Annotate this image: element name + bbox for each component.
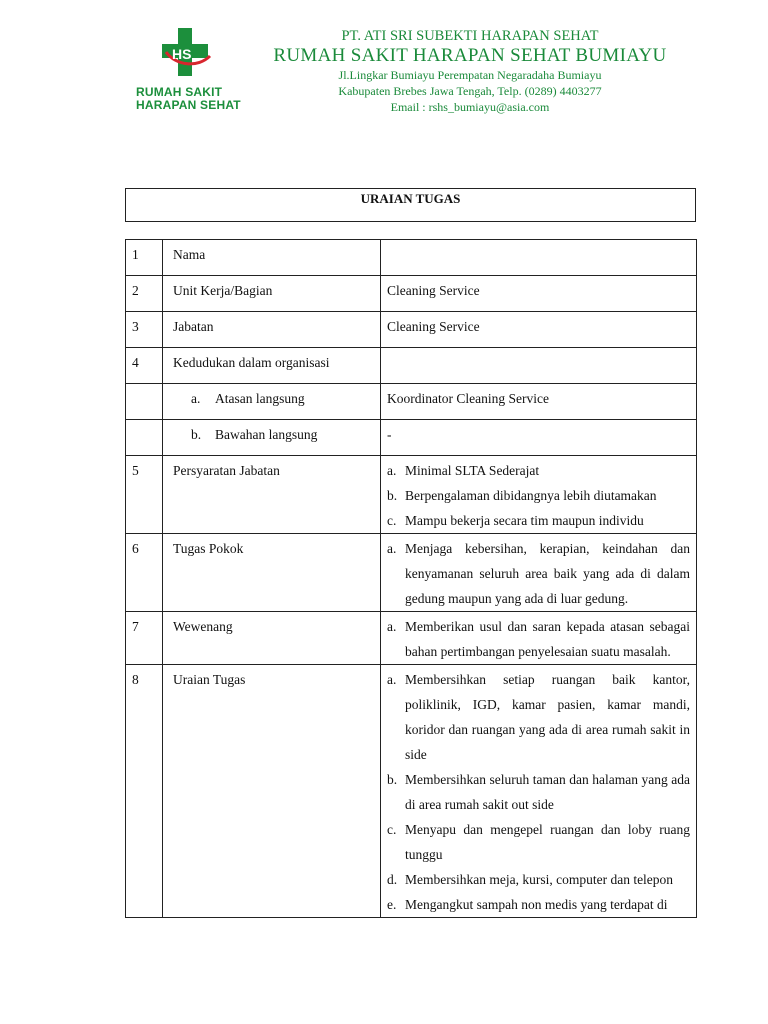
sub-label: Atasan langsung xyxy=(215,391,305,406)
row-number xyxy=(126,420,163,456)
list-item xyxy=(387,817,690,867)
table-row xyxy=(126,312,697,348)
item-letter: e. xyxy=(387,897,397,912)
item-letter: b. xyxy=(387,488,398,503)
row-label: Persyaratan Jabatan xyxy=(163,456,381,534)
row-value xyxy=(381,612,697,665)
item-text: Membersihkan seluruh taman dan halaman yang ada di area rumah sakit out side xyxy=(405,772,690,812)
row-label: Jabatan xyxy=(163,312,381,348)
row-label: Nama xyxy=(163,240,381,276)
item-text: Memberikan usul dan saran kepada atasan sebagai bahan pertimbangan penyelesaian suatu masalah. xyxy=(405,619,690,659)
table-row xyxy=(126,240,697,276)
row-label: Unit Kerja/Bagian xyxy=(163,276,381,312)
item-text: Membersihkan meja, kursi, computer dan telepon xyxy=(405,872,674,887)
logo-wordmark xyxy=(136,86,246,112)
table-row xyxy=(126,420,697,456)
row-label: Uraian Tugas xyxy=(163,665,381,918)
letterhead xyxy=(0,0,768,130)
item-text: Mampu bekerja secara tim maupun individu xyxy=(405,513,644,528)
company-name: PT. ATI SRI SUBEKTI HARAPAN SEHAT xyxy=(341,28,599,44)
row-label: Kedudukan dalam organisasi xyxy=(163,348,381,384)
logo-line-1: RUMAH SAKIT xyxy=(136,85,223,99)
item-letter: c. xyxy=(387,513,397,528)
row-number: 5 xyxy=(126,456,163,534)
list-item xyxy=(387,892,690,917)
table-row xyxy=(126,665,697,918)
sub-letter: a. xyxy=(191,391,201,406)
document-title xyxy=(125,188,696,222)
medical-cross-icon xyxy=(158,26,214,82)
table-row xyxy=(126,612,697,665)
row-value xyxy=(381,240,697,276)
svg-text:HS: HS xyxy=(172,46,192,62)
list-item xyxy=(387,483,690,508)
logo-line-2: HARAPAN SEHAT xyxy=(136,98,241,112)
sub-label: Bawahan langsung xyxy=(215,427,318,442)
letterhead-text xyxy=(240,28,700,115)
row-number: 4 xyxy=(126,348,163,384)
table-row xyxy=(126,348,697,384)
row-value xyxy=(381,665,697,918)
row-label xyxy=(163,384,381,420)
email-line: Email : rshs_bumiayu@asia.com xyxy=(390,100,550,114)
list-item xyxy=(387,614,690,664)
row-number: 1 xyxy=(126,240,163,276)
list-item xyxy=(387,867,690,892)
row-value: - xyxy=(381,420,697,456)
list-item xyxy=(387,536,690,611)
item-text: Menjaga kebersihan, kerapian, keindahan dan kenyamanan seluruh area baik yang ada di dalam gedung maupun yang ada di luar gedung. xyxy=(405,541,690,606)
address-line-2: Kabupaten Brebes Jawa Tengah, Telp. (0289) 4403277 xyxy=(338,84,602,98)
row-value xyxy=(381,456,697,534)
row-number: 6 xyxy=(126,534,163,612)
item-text: Mengangkut sampah non medis yang terdapat di xyxy=(405,897,668,912)
item-letter: a. xyxy=(387,619,397,634)
item-letter: c. xyxy=(387,822,397,837)
row-value xyxy=(381,348,697,384)
row-value: Koordinator Cleaning Service xyxy=(381,384,697,420)
item-letter: a. xyxy=(387,672,397,687)
item-text: Menyapu dan mengepel ruangan dan loby ruang tunggu xyxy=(405,822,690,862)
row-number: 2 xyxy=(126,276,163,312)
list-item xyxy=(387,508,690,533)
address-line-1: Jl.Lingkar Bumiayu Perempatan Negaradaha Bumiayu xyxy=(338,68,602,82)
list-item xyxy=(387,667,690,767)
hospital-logo xyxy=(128,26,241,122)
sub-letter: b. xyxy=(191,427,202,442)
row-value: Cleaning Service xyxy=(381,312,697,348)
list-item xyxy=(387,458,690,483)
row-number: 8 xyxy=(126,665,163,918)
list-item xyxy=(387,767,690,817)
row-number xyxy=(126,384,163,420)
table-row xyxy=(126,384,697,420)
item-letter: d. xyxy=(387,872,398,887)
document-title-text: URAIAN TUGAS xyxy=(360,191,461,206)
row-number: 3 xyxy=(126,312,163,348)
item-letter: b. xyxy=(387,772,398,787)
row-label: Tugas Pokok xyxy=(163,534,381,612)
item-text: Membersihkan setiap ruangan baik kantor, poliklinik, IGD, kamar pasien, kamar mandi, koridor dan ruangan yang ada di area rumah sakit in side xyxy=(405,672,690,762)
row-value xyxy=(381,534,697,612)
item-letter: a. xyxy=(387,541,397,556)
row-label: Wewenang xyxy=(163,612,381,665)
item-letter: a. xyxy=(387,463,397,478)
table-row xyxy=(126,276,697,312)
row-label xyxy=(163,420,381,456)
item-text: Berpengalaman dibidangnya lebih diutamakan xyxy=(405,488,657,503)
table-row xyxy=(126,534,697,612)
job-description-table xyxy=(125,239,697,918)
row-number: 7 xyxy=(126,612,163,665)
item-text: Minimal SLTA Sederajat xyxy=(405,463,540,478)
row-value: Cleaning Service xyxy=(381,276,697,312)
hospital-name: RUMAH SAKIT HARAPAN SEHAT BUMIAYU xyxy=(273,45,667,66)
table-row xyxy=(126,456,697,534)
